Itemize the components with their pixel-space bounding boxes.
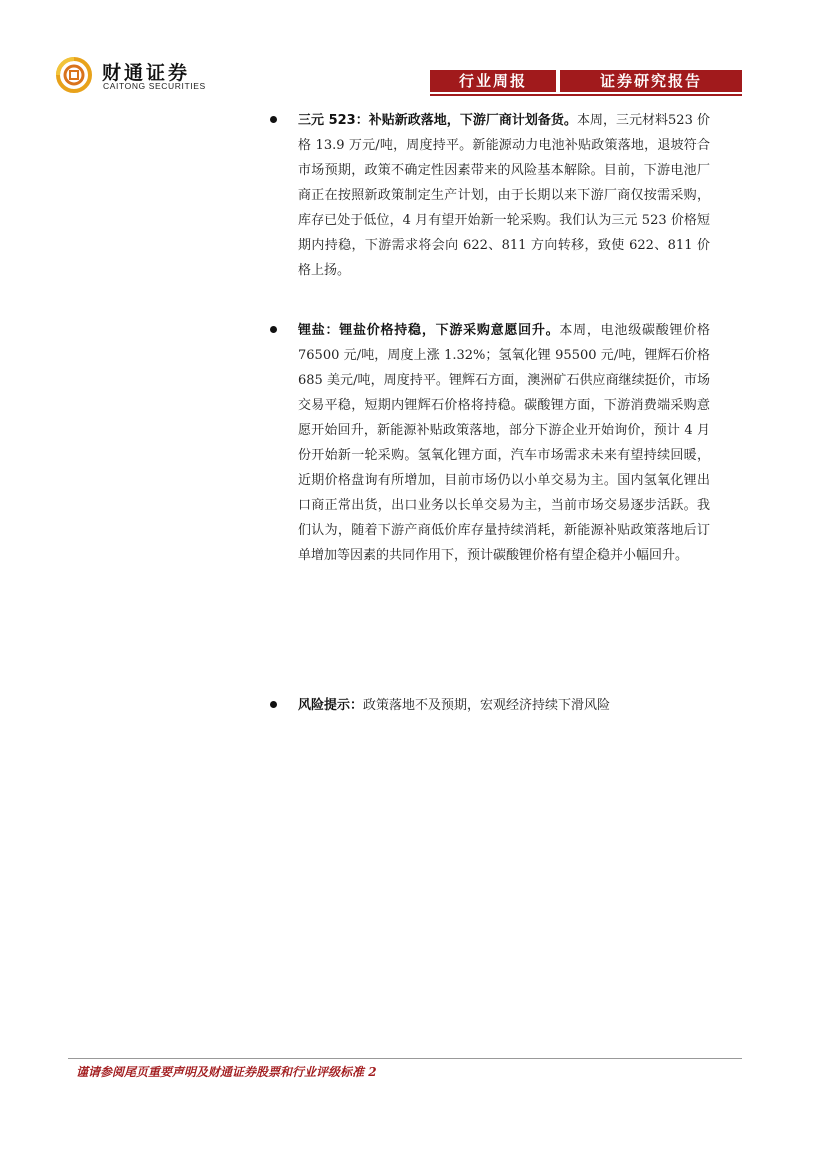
report-type-tag: 行业周报 — [430, 70, 556, 92]
bullet-dot-icon — [270, 326, 277, 333]
report-category-tag: 证券研究报告 — [560, 70, 742, 92]
bullet-paragraph — [298, 108, 710, 283]
header-divider — [430, 94, 742, 96]
bullet-ternary-523 — [270, 108, 710, 283]
page-number: 2 — [368, 1065, 377, 1079]
caitong-logo-icon — [52, 56, 96, 94]
bullet-title: 风险提示： — [298, 698, 364, 713]
footer-disclaimer — [76, 1063, 377, 1080]
bullet-body: 本周，三元材料523 价格 13.9 万元/吨，周度持平。新能源动力电池补贴政策落地，退坡符合市场预期，政策不确定性因素带来的风险基本解除。目前，下游电池厂商正在按照新政策制定生产计划，由于长期以来下游厂商仅按需采购，库存已处于低位，4 月有望开始新一轮采购。我们认为三元 523 价格短期内持稳，下游需求将会向 622、811 方向转移，致使 622、811 价格上扬。 — [298, 113, 710, 278]
bullet-dot-icon — [270, 116, 277, 123]
brand-name-en: CAITONG SECURITIES — [103, 81, 206, 91]
bullet-paragraph — [298, 318, 710, 568]
footer-divider — [68, 1058, 742, 1059]
disclaimer-text: 谨请参阅尾页重要声明及财通证券股票和行业评级标准 — [76, 1065, 365, 1079]
bullet-lithium-salt — [270, 318, 710, 568]
bullet-dot-icon — [270, 701, 277, 708]
bullet-title: 三元 523：补贴新政落地，下游厂商计划备货。 — [298, 113, 577, 128]
bullet-title: 锂盐：锂盐价格持稳，下游采购意愿回升。 — [298, 323, 560, 338]
bullet-risk-warning — [270, 693, 710, 718]
brand-name-cn: 财通证券 — [102, 62, 191, 84]
bullet-paragraph — [298, 693, 710, 718]
bullet-body: 政策落地不及预期，宏观经济持续下滑风险 — [363, 698, 611, 713]
bullet-body: 本周，电池级碳酸锂价格 76500 元/吨，周度上涨 1.32%；氢氧化锂 95500 元/吨，锂辉石价格 685 美元/吨，周度持平。锂辉石方面，澳洲矿石供应商继续挺价，市场交易平稳，短期内锂辉石价格将持稳。碳酸锂方面，下游消费端采购意愿开始回升，新能源补贴政策落地，部分下游企业开始询价，预计 4 月份开始新一轮采购。氢氧化锂方面，汽车市场需求未来有望持续回暖，近期价格盘询有所增加，目前市场仍以小单交易为主。国内氢氧化锂出口商正常出货，出口业务以长单交易为主，当前市场交易逐步活跃。我们认为，随着下游产商低价库存量持续消耗，新能源补贴政策落地后订单增加等因素的共同作用下，预计碳酸锂价格有望企稳并小幅回升。 — [298, 323, 710, 563]
